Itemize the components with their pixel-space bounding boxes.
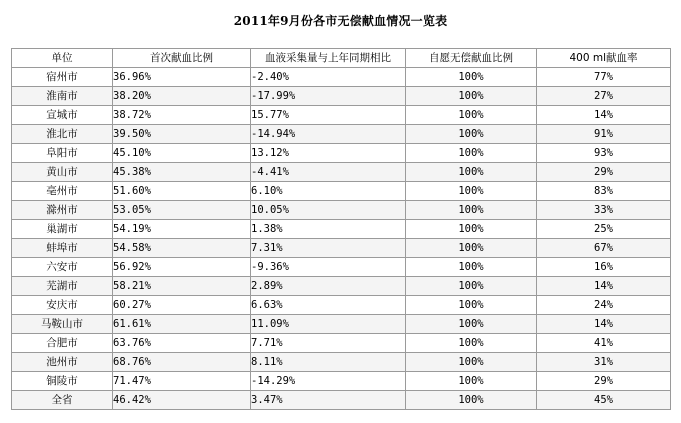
cell-voluntary-ratio: 100% [406, 220, 537, 239]
table-row [12, 87, 671, 106]
cell-unit: 宣城市 [12, 106, 113, 125]
cell-yoy-change: -14.94% [251, 125, 406, 144]
cell-yoy-change: 1.38% [251, 220, 406, 239]
cell-400ml-rate: 16% [537, 258, 671, 277]
cell-yoy-change: 13.12% [251, 144, 406, 163]
cell-yoy-change: -4.41% [251, 163, 406, 182]
table-row [12, 315, 671, 334]
cell-first-time-ratio: 45.10% [113, 144, 251, 163]
table-header-row [12, 49, 671, 68]
cell-yoy-change: 7.31% [251, 239, 406, 258]
table-row [12, 144, 671, 163]
cell-yoy-change: 3.47% [251, 391, 406, 410]
table-row [12, 258, 671, 277]
cell-first-time-ratio: 38.20% [113, 87, 251, 106]
cell-400ml-rate: 31% [537, 353, 671, 372]
table-row [12, 68, 671, 87]
cell-unit: 亳州市 [12, 182, 113, 201]
table-row [12, 220, 671, 239]
cell-400ml-rate: 29% [537, 372, 671, 391]
table-row [12, 296, 671, 315]
cell-400ml-rate: 29% [537, 163, 671, 182]
cell-400ml-rate: 45% [537, 391, 671, 410]
cell-voluntary-ratio: 100% [406, 125, 537, 144]
cell-first-time-ratio: 45.38% [113, 163, 251, 182]
cell-first-time-ratio: 61.61% [113, 315, 251, 334]
table-row [12, 163, 671, 182]
cell-first-time-ratio: 58.21% [113, 277, 251, 296]
table-row [12, 277, 671, 296]
cell-unit: 铜陵市 [12, 372, 113, 391]
table-row [12, 201, 671, 220]
cell-first-time-ratio: 63.76% [113, 334, 251, 353]
cell-400ml-rate: 67% [537, 239, 671, 258]
table-row [12, 239, 671, 258]
cell-voluntary-ratio: 100% [406, 163, 537, 182]
cell-unit: 阜阳市 [12, 144, 113, 163]
cell-yoy-change: 6.10% [251, 182, 406, 201]
cell-400ml-rate: 14% [537, 315, 671, 334]
cell-unit: 蚌埠市 [12, 239, 113, 258]
table-row [12, 106, 671, 125]
blood-donation-table [11, 48, 671, 410]
cell-400ml-rate: 83% [537, 182, 671, 201]
cell-400ml-rate: 91% [537, 125, 671, 144]
cell-unit: 池州市 [12, 353, 113, 372]
cell-unit: 全省 [12, 391, 113, 410]
cell-first-time-ratio: 51.60% [113, 182, 251, 201]
cell-unit: 马鞍山市 [12, 315, 113, 334]
cell-400ml-rate: 41% [537, 334, 671, 353]
table-row [12, 334, 671, 353]
cell-voluntary-ratio: 100% [406, 372, 537, 391]
cell-first-time-ratio: 36.96% [113, 68, 251, 87]
cell-400ml-rate: 24% [537, 296, 671, 315]
cell-400ml-rate: 27% [537, 87, 671, 106]
cell-yoy-change: -14.29% [251, 372, 406, 391]
cell-voluntary-ratio: 100% [406, 182, 537, 201]
cell-400ml-rate: 25% [537, 220, 671, 239]
cell-yoy-change: 8.11% [251, 353, 406, 372]
cell-voluntary-ratio: 100% [406, 144, 537, 163]
cell-voluntary-ratio: 100% [406, 201, 537, 220]
cell-voluntary-ratio: 100% [406, 239, 537, 258]
cell-unit: 合肥市 [12, 334, 113, 353]
cell-unit: 宿州市 [12, 68, 113, 87]
cell-unit: 六安市 [12, 258, 113, 277]
table-row [12, 372, 671, 391]
cell-unit: 滁州市 [12, 201, 113, 220]
cell-voluntary-ratio: 100% [406, 87, 537, 106]
page-title: 2011年9月份各市无偿献血情况一览表 [233, 14, 448, 28]
header-first-time-ratio: 首次献血比例 [113, 49, 251, 68]
cell-unit: 淮北市 [12, 125, 113, 144]
cell-unit: 巢湖市 [12, 220, 113, 239]
header-yoy-change: 血液采集量与上年同期相比 [251, 49, 406, 68]
cell-yoy-change: 10.05% [251, 201, 406, 220]
header-unit: 单位 [12, 49, 113, 68]
cell-first-time-ratio: 56.92% [113, 258, 251, 277]
cell-yoy-change: 15.77% [251, 106, 406, 125]
cell-first-time-ratio: 53.05% [113, 201, 251, 220]
table-row [12, 353, 671, 372]
cell-voluntary-ratio: 100% [406, 68, 537, 87]
cell-yoy-change: 2.89% [251, 277, 406, 296]
cell-voluntary-ratio: 100% [406, 258, 537, 277]
cell-first-time-ratio: 54.58% [113, 239, 251, 258]
header-400ml-rate: 400 ml献血率 [537, 49, 671, 68]
cell-400ml-rate: 14% [537, 277, 671, 296]
cell-first-time-ratio: 71.47% [113, 372, 251, 391]
cell-yoy-change: 11.09% [251, 315, 406, 334]
cell-first-time-ratio: 38.72% [113, 106, 251, 125]
cell-voluntary-ratio: 100% [406, 277, 537, 296]
cell-unit: 淮南市 [12, 87, 113, 106]
cell-yoy-change: -2.40% [251, 68, 406, 87]
cell-first-time-ratio: 54.19% [113, 220, 251, 239]
cell-yoy-change: -9.36% [251, 258, 406, 277]
cell-voluntary-ratio: 100% [406, 391, 537, 410]
cell-400ml-rate: 33% [537, 201, 671, 220]
table-row [12, 391, 671, 410]
cell-yoy-change: -17.99% [251, 87, 406, 106]
cell-first-time-ratio: 60.27% [113, 296, 251, 315]
cell-voluntary-ratio: 100% [406, 296, 537, 315]
cell-unit: 芜湖市 [12, 277, 113, 296]
cell-400ml-rate: 14% [537, 106, 671, 125]
cell-unit: 黄山市 [12, 163, 113, 182]
table-row [12, 182, 671, 201]
table-body [12, 68, 671, 410]
cell-unit: 安庆市 [12, 296, 113, 315]
cell-400ml-rate: 77% [537, 68, 671, 87]
cell-first-time-ratio: 39.50% [113, 125, 251, 144]
cell-400ml-rate: 93% [537, 144, 671, 163]
cell-voluntary-ratio: 100% [406, 353, 537, 372]
header-voluntary-ratio: 自愿无偿献血比例 [406, 49, 537, 68]
cell-voluntary-ratio: 100% [406, 315, 537, 334]
cell-yoy-change: 6.63% [251, 296, 406, 315]
cell-first-time-ratio: 46.42% [113, 391, 251, 410]
cell-voluntary-ratio: 100% [406, 106, 537, 125]
cell-first-time-ratio: 68.76% [113, 353, 251, 372]
cell-voluntary-ratio: 100% [406, 334, 537, 353]
table-row [12, 125, 671, 144]
cell-yoy-change: 7.71% [251, 334, 406, 353]
